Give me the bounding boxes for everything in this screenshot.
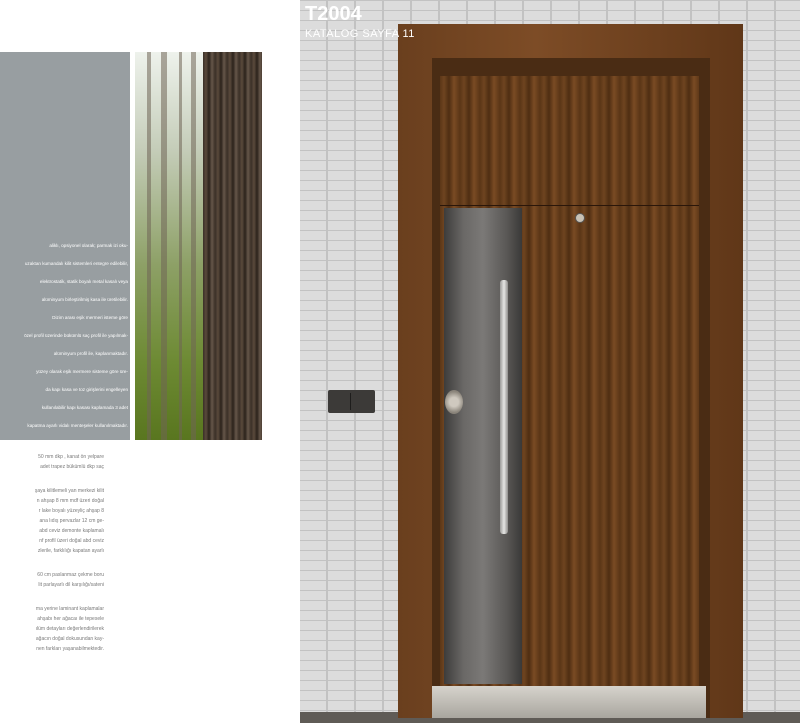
spec-text-line: ma yerine laminant kaplamalar bbox=[35, 606, 104, 612]
spec-text-line bbox=[0, 590, 104, 604]
spec-text-line: zlerile, farklılığı kapatan ayarlı bbox=[37, 548, 104, 554]
panel-text-line: yüzey olarak eşik mermere sisteme göre üre- bbox=[36, 369, 128, 374]
spec-text-line: 60 cm paslanmaz çekme boru bbox=[37, 572, 104, 578]
panel-text-line: Dizim arası eşik mermeri isteme göre bbox=[52, 315, 128, 320]
panel-text-line: uzaktan kumandalı kilit sistemleri entegre edilebilir, bbox=[24, 261, 128, 266]
door-lock bbox=[445, 390, 463, 414]
spec-text-line: ağacın doğal dokusundan kay- bbox=[35, 636, 104, 642]
panel-text-line: kasa sertaj için özel olarak üretilmektedir. bbox=[44, 477, 128, 482]
specification-text bbox=[0, 452, 104, 654]
wall-switch bbox=[328, 390, 375, 413]
left-catalog-page bbox=[0, 0, 300, 723]
catalog-page-label: KATALOG SAYFA 11 bbox=[305, 28, 415, 40]
forest-photo bbox=[135, 52, 262, 440]
model-title: T2004 bbox=[305, 3, 362, 25]
panel-text-line: da kapı kasa ve toz girişlerini engelleyen bbox=[45, 387, 128, 392]
panel-text-line: üretilmektedir ile üretilen kasalı pvc geçme bbox=[41, 459, 128, 464]
spec-text-line: n ahşap 8 mm mdf üzeri doğal bbox=[36, 498, 104, 504]
panel-text-line: sabit profiller ile çevrilmektedir, bu profiller bbox=[42, 441, 128, 446]
spec-text-line: nf profil üzeri doğal abd ceviz bbox=[39, 538, 104, 544]
spec-text-line: ahşabı her ağacaı ile tepesele bbox=[37, 616, 104, 622]
spec-text-line: adet trapez bükümlü dkp saç bbox=[40, 464, 104, 470]
panel-text-line: alüminyum profil ile, kaplanmaktadır. bbox=[53, 351, 128, 356]
spec-text-line bbox=[0, 472, 104, 486]
panel-text-line: özel profil üzerinde bükümlü saç profil ile yapılmak- bbox=[24, 333, 128, 338]
spec-text-line: abd ceviz demonte kaplamalı bbox=[39, 528, 104, 534]
stainless-steel-panel bbox=[444, 208, 522, 684]
door-panel-groove bbox=[440, 205, 699, 206]
panel-text-line: alüminyum birleştirilmiş kasa ile üretilebilir. bbox=[41, 297, 128, 302]
spec-text-line: ılüm detayları değerlendirilerek bbox=[35, 626, 104, 632]
panel-text-line: kullanılabilir kapı kasası kaplamada 3 adet bbox=[41, 405, 128, 410]
panel-text-line: aliklı, opsiyonel olarak; parmak izi oku- bbox=[49, 243, 128, 248]
peephole bbox=[575, 213, 585, 223]
spec-text-line: şaya kilitlemeli yan merkezi kilit bbox=[34, 488, 104, 494]
panel-text-line: kapatma ayarlı vidalı menteşeler kullanılmaktadır. bbox=[27, 423, 128, 428]
panel-text-line: elektrostatik, statik boyalı metal kasalı veya bbox=[39, 279, 128, 284]
spec-text-line: r lake boyalı yüzeyliç ahşap 8 bbox=[38, 508, 104, 514]
marble-threshold bbox=[432, 686, 706, 718]
spec-text-line: lit parlayarlı dil karşılığı/sateni bbox=[38, 582, 104, 588]
spec-text-line: ana lıdış pervazlar 12 cm ge- bbox=[39, 518, 104, 524]
pull-handle bbox=[500, 280, 508, 534]
tree-bark bbox=[203, 52, 262, 440]
spec-text-line: nen farkları yaşanabilmektedir. bbox=[36, 646, 104, 652]
spec-text-line: 50 mm dkp , kanat ön yelpare bbox=[38, 454, 104, 460]
spec-text-line bbox=[0, 556, 104, 570]
